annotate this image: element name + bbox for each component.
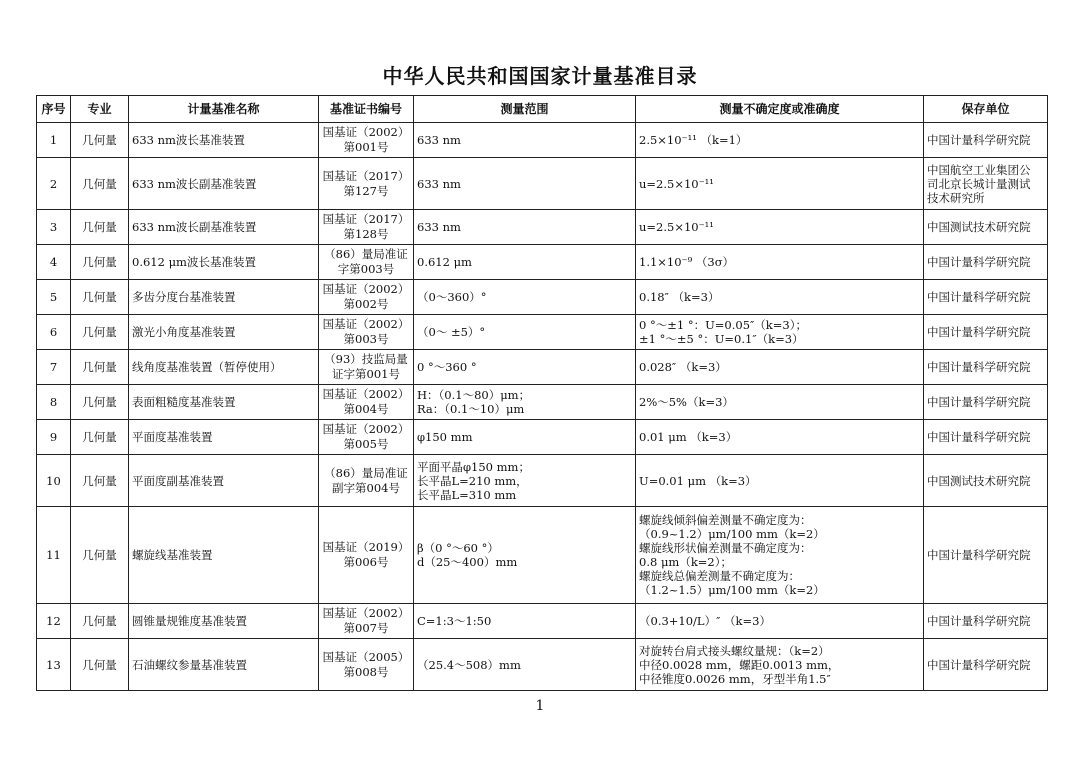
header-no: 序号 xyxy=(37,96,71,123)
row-uncertainty: 螺旋线倾斜偏差测量不确定度为： （0.9~1.2）μm/100 mm（k=2） 螺旋线形状偏差测量不确定度为： 0.8 μm（k=2）； 螺旋线总偏差测量不确定度为： （1.2~1.5）μm/100 mm（k=2） xyxy=(636,507,924,604)
row-field: 几何量 xyxy=(71,507,129,604)
row-cert-number: 国基证（2002） 第007号 xyxy=(319,604,414,639)
row-standard-name: 表面粗糙度基准装置 xyxy=(129,385,319,420)
row-cert-number: （86）量局准证 字第003号 xyxy=(319,245,414,280)
row-range: 平面平晶φ150 mm； 长平晶L=210 mm， 长平晶L=310 mm xyxy=(414,455,636,507)
row-range: 633 nm xyxy=(414,158,636,210)
row-number: 9 xyxy=(37,420,71,455)
row-uncertainty: 0.028″ （k=3） xyxy=(636,350,924,385)
row-cert-number: 国基证（2002） 第004号 xyxy=(319,385,414,420)
row-range: 0.612 μm xyxy=(414,245,636,280)
row-number: 12 xyxy=(37,604,71,639)
row-cert-number: 国基证（2002） 第002号 xyxy=(319,280,414,315)
table-row xyxy=(37,210,1048,245)
row-number: 7 xyxy=(37,350,71,385)
row-standard-name: 633 nm波长副基准装置 xyxy=(129,158,319,210)
row-field: 几何量 xyxy=(71,158,129,210)
row-standard-name: 多齿分度台基准装置 xyxy=(129,280,319,315)
row-field: 几何量 xyxy=(71,604,129,639)
row-unit: 中国计量科学研究院 xyxy=(924,604,1048,639)
row-range: β（0 °～60 °） d（25～400）mm xyxy=(414,507,636,604)
row-unit: 中国计量科学研究院 xyxy=(924,350,1048,385)
row-range: H：（0.1～80）μm； Ra：（0.1～10）μm xyxy=(414,385,636,420)
row-cert-number: 国基证（2002） 第001号 xyxy=(319,123,414,158)
row-range: 633 nm xyxy=(414,210,636,245)
row-field: 几何量 xyxy=(71,420,129,455)
table-row xyxy=(37,123,1048,158)
row-field: 几何量 xyxy=(71,245,129,280)
row-number: 2 xyxy=(37,158,71,210)
row-number: 5 xyxy=(37,280,71,315)
row-field: 几何量 xyxy=(71,350,129,385)
row-cert-number: （93）技监局量 证字第001号 xyxy=(319,350,414,385)
row-standard-name: 螺旋线基准装置 xyxy=(129,507,319,604)
row-standard-name: 平面度副基准装置 xyxy=(129,455,319,507)
row-number: 11 xyxy=(37,507,71,604)
row-uncertainty: 2%～5%（k=3） xyxy=(636,385,924,420)
row-number: 8 xyxy=(37,385,71,420)
header-field: 专业 xyxy=(71,96,129,123)
row-unit: 中国计量科学研究院 xyxy=(924,280,1048,315)
header-cert: 基准证书编号 xyxy=(319,96,414,123)
row-uncertainty: U=0.01 μm （k=3） xyxy=(636,455,924,507)
row-cert-number: 国基证（2002） 第005号 xyxy=(319,420,414,455)
row-standard-name: 圆锥量规锥度基准装置 xyxy=(129,604,319,639)
table-row xyxy=(37,385,1048,420)
row-range: 633 nm xyxy=(414,123,636,158)
row-field: 几何量 xyxy=(71,315,129,350)
table-header-row xyxy=(37,96,1048,123)
row-unit: 中国计量科学研究院 xyxy=(924,385,1048,420)
row-field: 几何量 xyxy=(71,455,129,507)
row-cert-number: 国基证（2002） 第003号 xyxy=(319,315,414,350)
row-standard-name: 633 nm波长基准装置 xyxy=(129,123,319,158)
row-uncertainty: 0 °～±1 °：U=0.05″（k=3）； ±1 °～±5 °：U=0.1″（k=3） xyxy=(636,315,924,350)
row-number: 4 xyxy=(37,245,71,280)
row-field: 几何量 xyxy=(71,210,129,245)
row-range: （25.4～508）mm xyxy=(414,639,636,691)
row-range: C=1:3～1:50 xyxy=(414,604,636,639)
row-unit: 中国计量科学研究院 xyxy=(924,507,1048,604)
table-row xyxy=(37,639,1048,691)
row-field: 几何量 xyxy=(71,385,129,420)
row-uncertainty: 0.18″ （k=3） xyxy=(636,280,924,315)
standards-table xyxy=(36,95,1048,691)
row-uncertainty: （0.3+10/L）″ （k=3） xyxy=(636,604,924,639)
row-range: （0～ ±5）° xyxy=(414,315,636,350)
row-unit: 中国计量科学研究院 xyxy=(924,123,1048,158)
header-name: 计量基准名称 xyxy=(129,96,319,123)
row-unit: 中国测试技术研究院 xyxy=(924,455,1048,507)
header-uncertainty: 测量不确定度或准确度 xyxy=(636,96,924,123)
row-uncertainty: 对旋转台肩式接头螺纹量规：（k=2） 中径0.0028 mm，螺距0.0013 mm， 中径锥度0.0026 mm，牙型半角1.5″ xyxy=(636,639,924,691)
row-field: 几何量 xyxy=(71,280,129,315)
document-title: 中华人民共和国国家计量基准目录 xyxy=(382,64,698,88)
row-standard-name: 0.612 μm波长基准装置 xyxy=(129,245,319,280)
row-unit: 中国计量科学研究院 xyxy=(924,315,1048,350)
table-row xyxy=(37,350,1048,385)
row-unit: 中国航空工业集团公 司北京长城计量测试 技术研究所 xyxy=(924,158,1048,210)
row-unit: 中国计量科学研究院 xyxy=(924,639,1048,691)
row-standard-name: 线角度基准装置（暂停使用） xyxy=(129,350,319,385)
table-row xyxy=(37,507,1048,604)
row-unit: 中国计量科学研究院 xyxy=(924,420,1048,455)
row-range: 0 °～360 ° xyxy=(414,350,636,385)
table-row xyxy=(37,245,1048,280)
table-row xyxy=(37,315,1048,350)
row-uncertainty: u=2.5×10⁻¹¹ xyxy=(636,210,924,245)
row-standard-name: 石油螺纹参量基准装置 xyxy=(129,639,319,691)
row-uncertainty: 0.01 μm （k=3） xyxy=(636,420,924,455)
row-cert-number: 国基证（2017） 第127号 xyxy=(319,158,414,210)
row-field: 几何量 xyxy=(71,123,129,158)
row-cert-number: 国基证（2005） 第008号 xyxy=(319,639,414,691)
table-body xyxy=(37,123,1048,691)
row-standard-name: 633 nm波长副基准装置 xyxy=(129,210,319,245)
row-number: 3 xyxy=(37,210,71,245)
row-uncertainty: 1.1×10⁻⁹ （3σ） xyxy=(636,245,924,280)
row-uncertainty: 2.5×10⁻¹¹ （k=1） xyxy=(636,123,924,158)
row-standard-name: 平面度基准装置 xyxy=(129,420,319,455)
row-range: φ150 mm xyxy=(414,420,636,455)
row-uncertainty: u=2.5×10⁻¹¹ xyxy=(636,158,924,210)
row-number: 13 xyxy=(37,639,71,691)
row-cert-number: （86）量局准证 副字第004号 xyxy=(319,455,414,507)
row-number: 1 xyxy=(37,123,71,158)
header-range: 测量范围 xyxy=(414,96,636,123)
row-standard-name: 激光小角度基准装置 xyxy=(129,315,319,350)
row-cert-number: 国基证（2017） 第128号 xyxy=(319,210,414,245)
row-number: 10 xyxy=(37,455,71,507)
page-number: 1 xyxy=(535,698,545,714)
row-field: 几何量 xyxy=(71,639,129,691)
row-unit: 中国测试技术研究院 xyxy=(924,210,1048,245)
row-range: （0～360）° xyxy=(414,280,636,315)
table-row xyxy=(37,420,1048,455)
table-row xyxy=(37,280,1048,315)
table-row xyxy=(37,604,1048,639)
row-cert-number: 国基证（2019） 第006号 xyxy=(319,507,414,604)
row-number: 6 xyxy=(37,315,71,350)
table-row xyxy=(37,158,1048,210)
header-unit: 保存单位 xyxy=(924,96,1048,123)
table-row xyxy=(37,455,1048,507)
row-unit: 中国计量科学研究院 xyxy=(924,245,1048,280)
